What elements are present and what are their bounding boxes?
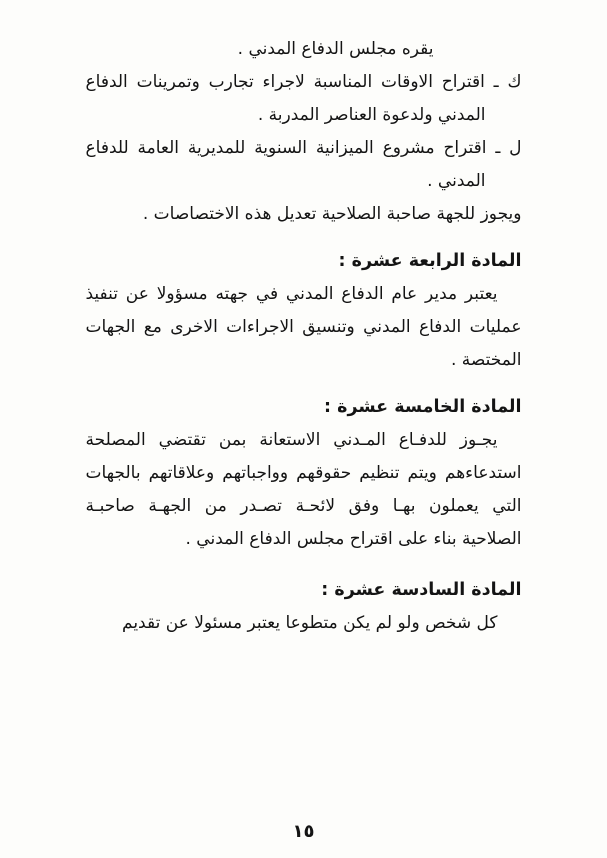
page-content xyxy=(86,0,522,640)
text-line: المدني . xyxy=(427,171,486,191)
text-line: ك ـ اقتراح الاوقات المناسبة لاجراء تجارب وتمرينات الدفاع xyxy=(85,72,522,92)
section-heading: المادة السادسة عشرة : xyxy=(321,580,522,600)
text-line: المختصة . xyxy=(451,350,522,370)
text-line: عمليات الدفاع المدني وتنسيق الاجراءات الاخرى مع الجهات xyxy=(85,317,522,337)
text-line: يقره مجلس الدفاع المدني . xyxy=(237,39,434,59)
text-line: التي يعملون بهـا وفق لائحـة تصـدر من الجهـة صاحبـة xyxy=(85,496,522,516)
text-line: استدعاءهم ويتم تنظيم حقوقهم وواجباتهم وعلاقاتهم بالجهات xyxy=(85,463,522,483)
text-line: يجـوز للدفـاع المـدني الاستعانة بمن تقتضي المصلحة xyxy=(85,430,498,450)
text-line: كل شخص ولو لم يكن متطوعا يعتبر مسئولا عن تقديم xyxy=(122,613,498,633)
text-line: الصلاحية بناء على اقتراح مجلس الدفاع المدني . xyxy=(185,529,522,549)
section-heading: المادة الخامسة عشرة : xyxy=(324,397,522,417)
text-line: ويجوز للجهة صاحبة الصلاحية تعديل هذه الاختصاصات . xyxy=(142,204,522,224)
section-heading: المادة الرابعة عشرة : xyxy=(338,251,522,271)
text-line: ل ـ اقتراح مشروع الميزانية السنوية للمديرية العامة للدفاع xyxy=(85,138,522,158)
page-number: ١٥ xyxy=(292,821,315,842)
text-line: المدني ولدعوة العناصر المدربة . xyxy=(257,105,486,125)
text-line: يعتبر مدير عام الدفاع المدني في جهته مسؤولا عن تنفيذ xyxy=(85,284,498,304)
